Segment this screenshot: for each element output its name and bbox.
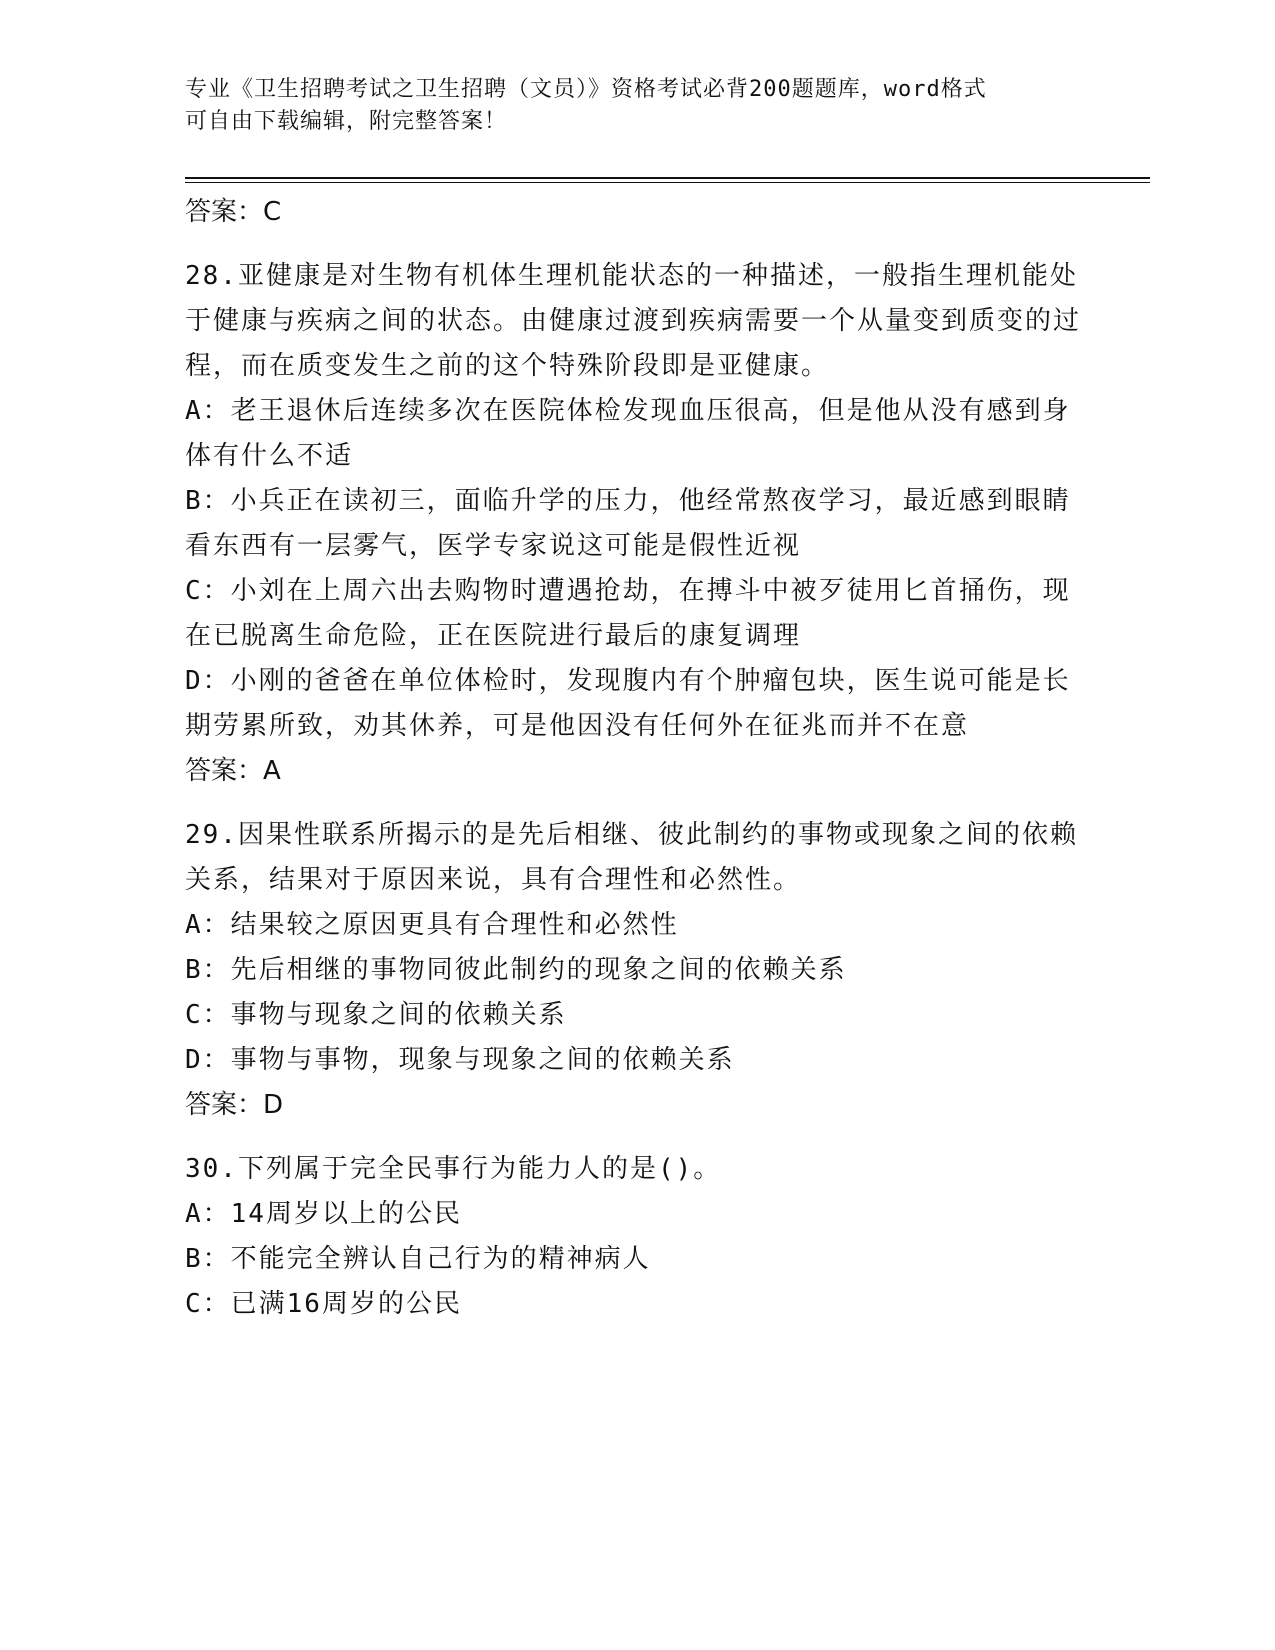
question-28 [185, 254, 1085, 793]
option-c: C：小刘在上周六出去购物时遭遇抢劫，在搏斗中被歹徒用匕首捅伤，现在已脱离生命危险，正在医院进行最后的康复调理 [185, 576, 1071, 651]
answer-line: 答案：D [185, 1090, 284, 1120]
question-list [185, 190, 1085, 1347]
question-29 [185, 813, 1085, 1127]
option-d: D：事物与事物，现象与现象之间的依赖关系 [185, 1045, 735, 1075]
option-c: C：已满16周岁的公民 [185, 1289, 462, 1319]
option-b: B：小兵正在读初三，面临升学的压力，他经常熬夜学习，最近感到眼睛看东西有一层雾气，医学专家说这可能是假性近视 [185, 486, 1071, 561]
header-rule-thick [185, 177, 1150, 179]
header-rule-thin [185, 182, 1150, 183]
question-30 [185, 1147, 1085, 1327]
answer-line: 答案：C [185, 197, 282, 227]
header-line-2: 可自由下载编辑，附完整答案！ [185, 109, 508, 134]
option-b: B：不能完全辨认自己行为的精神病人 [185, 1244, 651, 1274]
header-line-1: 专业《卫生招聘考试之卫生招聘（文员）》资格考试必背200题题库，word格式 [185, 77, 987, 102]
option-a: A：结果较之原因更具有合理性和必然性 [185, 910, 679, 940]
option-a: A：老王退休后连续多次在医院体检发现血压很高，但是他从没有感到身体有什么不适 [185, 396, 1071, 471]
option-c: C：事物与现象之间的依赖关系 [185, 1000, 567, 1030]
option-d: D：小刚的爸爸在单位体检时，发现腹内有个肿瘤包块，医生说可能是长期劳累所致，劝其休养，可是他因没有任何外在征兆而并不在意 [185, 666, 1071, 741]
option-a: A：14周岁以上的公民 [185, 1199, 462, 1229]
question-stem: 30.下列属于完全民事行为能力人的是()。 [185, 1154, 722, 1184]
question-stem: 28.亚健康是对生物有机体生理机能状态的一种描述，一般指生理机能处于健康与疾病之间的状态。由健康过渡到疾病需要一个从量变到质变的过程，而在质变发生之前的这个特殊阶段即是亚健康。 [185, 261, 1082, 381]
question-stem: 29.因果性联系所揭示的是先后相继、彼此制约的事物或现象之间的依赖关系，结果对于原因来说，具有合理性和必然性。 [185, 820, 1078, 895]
option-b: B：先后相继的事物同彼此制约的现象之间的依赖关系 [185, 955, 847, 985]
document-header [185, 74, 1065, 138]
answer-line: 答案：A [185, 756, 281, 786]
